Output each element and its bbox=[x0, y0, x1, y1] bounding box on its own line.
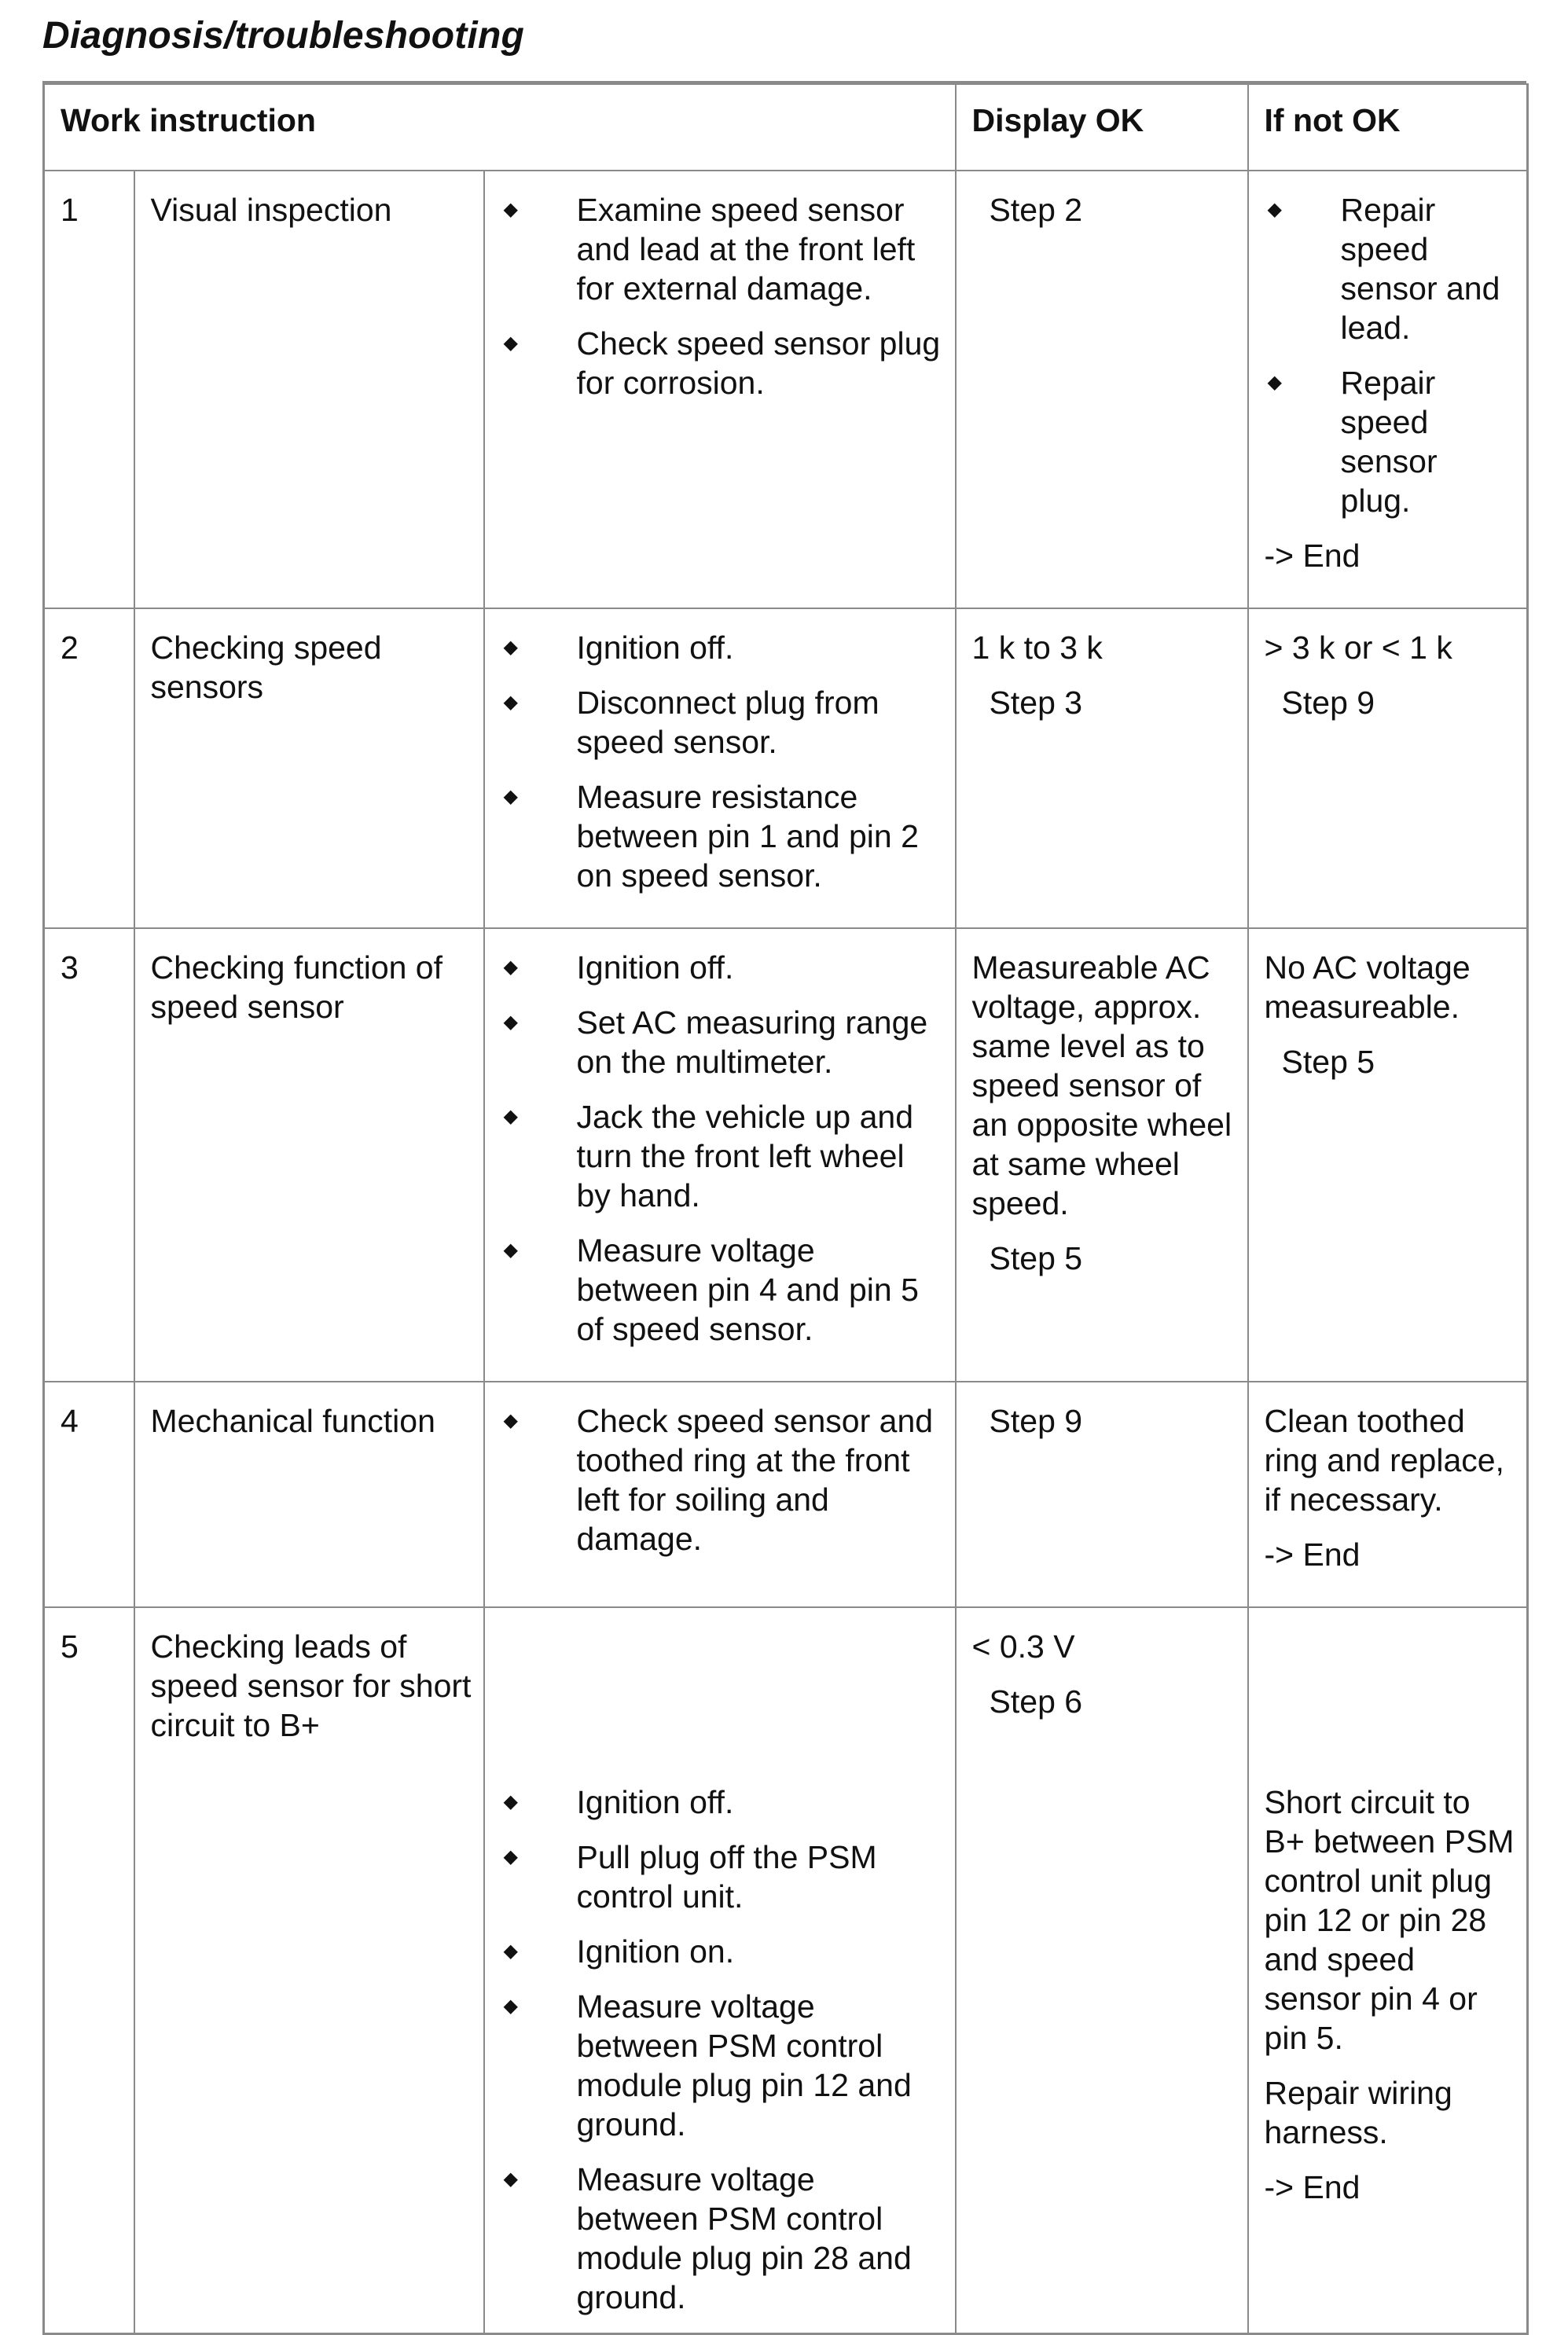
step-actions bbox=[484, 608, 956, 928]
display-ok-cell bbox=[956, 1382, 1248, 1607]
if-not-ok-cell bbox=[1248, 608, 1528, 928]
ok-text: Step 2 bbox=[989, 192, 1083, 228]
ok-text: Measureable AC voltage, approx. same level as to speed sensor of an opposite wheel at same wheel speed. bbox=[971, 949, 1232, 1221]
step-actions bbox=[484, 1382, 956, 1607]
step-name: Visual inspection bbox=[134, 171, 484, 608]
if-not-ok-cell bbox=[1248, 1607, 1528, 2334]
step-number: 2 bbox=[44, 608, 134, 928]
table-row bbox=[44, 1607, 1528, 2334]
list-item: ◆ Pull plug off the PSM control unit. bbox=[501, 1838, 944, 1916]
list-item: ◆ Examine speed sensor and lead at the front left for external damage. bbox=[501, 190, 944, 308]
ok-text: Step 5 bbox=[989, 1240, 1083, 1276]
step-name: Checking leads of speed sensor for short circuit to B+ bbox=[134, 1607, 484, 2334]
ok-text: 1 k to 3 k bbox=[971, 630, 1103, 666]
notok-text: -> End bbox=[1264, 1536, 1361, 1573]
list-item: ◆ Set AC measuring range on the multimeter. bbox=[501, 1003, 944, 1081]
list-item: ◆ Measure voltage between pin 4 and pin 5 of speed sensor. bbox=[501, 1231, 944, 1349]
list-item: ◆ Ignition off. bbox=[501, 948, 944, 987]
notok-text: Repair wiring harness. bbox=[1264, 2075, 1452, 2150]
step-number: 5 bbox=[44, 1607, 134, 2334]
ok-text: Step 6 bbox=[989, 1683, 1083, 1720]
list-item: ◆ Measure voltage between PSM control module plug pin 12 and ground. bbox=[501, 1987, 944, 2144]
header-work-instruction: Work instruction bbox=[44, 84, 956, 171]
notok-text: Step 9 bbox=[1281, 685, 1375, 721]
step-actions bbox=[484, 171, 956, 608]
notok-text: Clean toothed ring and replace, if necessary. bbox=[1264, 1403, 1504, 1518]
list-item: ◆ Repair speed sensor plug. bbox=[1265, 363, 1516, 520]
page-title: Diagnosis/troubleshooting bbox=[42, 15, 524, 57]
header-display-ok: Display OK bbox=[956, 84, 1248, 171]
if-not-ok-cell bbox=[1248, 928, 1528, 1382]
display-ok-cell bbox=[956, 171, 1248, 608]
notok-text: Step 5 bbox=[1281, 1044, 1375, 1080]
step-actions bbox=[484, 1607, 956, 2334]
step-number: 4 bbox=[44, 1382, 134, 1607]
spacer bbox=[501, 1627, 944, 1707]
list-item: ◆ Measure resistance between pin 1 and pin 2 on speed sensor. bbox=[501, 777, 944, 895]
header-if-not-ok: If not OK bbox=[1248, 84, 1528, 171]
table-header-row bbox=[44, 84, 1528, 171]
if-not-ok-cell bbox=[1248, 1382, 1528, 1607]
notok-text: -> End bbox=[1264, 538, 1361, 574]
table-row bbox=[44, 928, 1528, 1382]
list-item: ◆ Ignition off. bbox=[501, 1782, 944, 1822]
step-name: Checking function of speed sensor bbox=[134, 928, 484, 1382]
list-item: ◆ Disconnect plug from speed sensor. bbox=[501, 683, 944, 762]
display-ok-cell bbox=[956, 1607, 1248, 2334]
list-item: ◆ Jack the vehicle up and turn the front left wheel by hand. bbox=[501, 1097, 944, 1215]
list-item: ◆ Check speed sensor and toothed ring at the front left for soiling and damage. bbox=[501, 1401, 944, 1559]
step-number: 1 bbox=[44, 171, 134, 608]
notok-text: > 3 k or < 1 k bbox=[1264, 630, 1452, 666]
ok-text: < 0.3 V bbox=[971, 1628, 1075, 1665]
list-item: ◆ Repair speed sensor and lead. bbox=[1265, 190, 1516, 347]
display-ok-cell bbox=[956, 608, 1248, 928]
step-name: Mechanical function bbox=[134, 1382, 484, 1607]
list-item: ◆ Check speed sensor plug for corrosion. bbox=[501, 324, 944, 402]
notok-text: -> End bbox=[1264, 2169, 1361, 2205]
if-not-ok-cell bbox=[1248, 171, 1528, 608]
table-row bbox=[44, 608, 1528, 928]
list-item: ◆ Ignition off. bbox=[501, 628, 944, 667]
step-actions bbox=[484, 928, 956, 1382]
list-item: ◆ Measure voltage between PSM control module plug pin 28 and ground. bbox=[501, 2160, 944, 2317]
display-ok-cell bbox=[956, 928, 1248, 1382]
ok-text: Step 9 bbox=[989, 1403, 1083, 1439]
list-item: ◆ Ignition on. bbox=[501, 1932, 944, 1971]
notok-text: No AC voltage measureable. bbox=[1264, 949, 1471, 1025]
diagnosis-table bbox=[42, 83, 1529, 2335]
table-row bbox=[44, 1382, 1528, 1607]
step-number: 3 bbox=[44, 928, 134, 1382]
step-name: Checking speed sensors bbox=[134, 608, 484, 928]
table-row bbox=[44, 171, 1528, 608]
ok-text: Step 3 bbox=[989, 685, 1083, 721]
notok-text: Short circuit to B+ between PSM control unit plug pin 12 or pin 28 and speed sensor pin 4 or pin 5. bbox=[1264, 1784, 1515, 2056]
